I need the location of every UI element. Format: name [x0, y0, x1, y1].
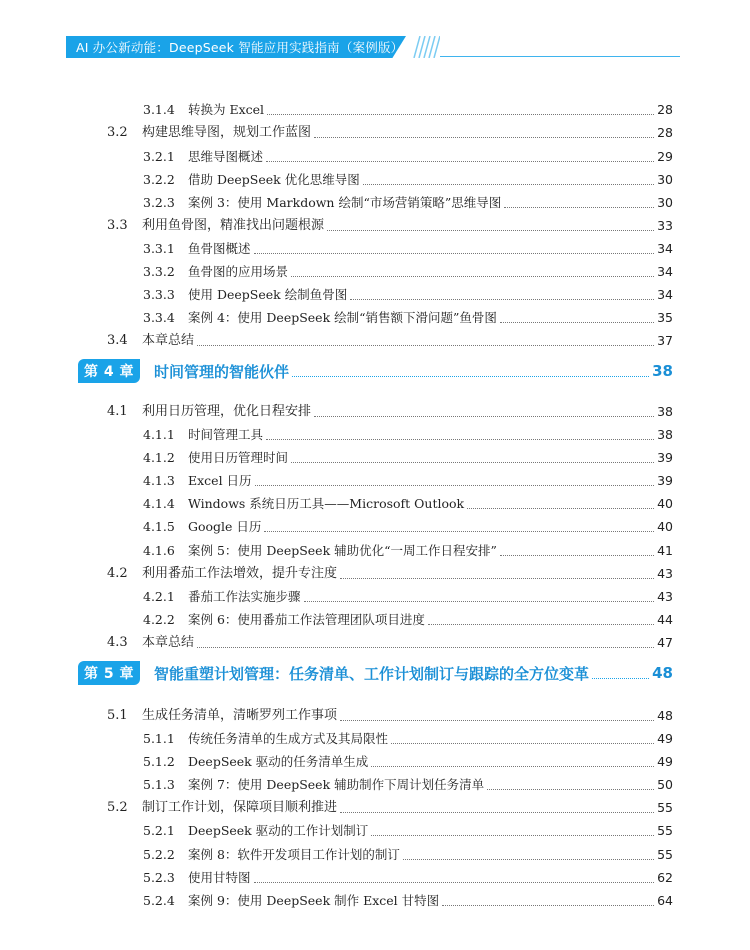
section-number: 3.2.3	[143, 195, 175, 210]
page-number: 44	[657, 612, 673, 627]
section-number: 3.4	[107, 333, 128, 348]
page-number: 49	[657, 731, 673, 746]
leader-dots	[371, 766, 654, 767]
section-title: 案例 6：使用番茄工作法管理团队项目进度	[188, 612, 425, 627]
section-number: 5.1.2	[143, 754, 175, 769]
page-number: 38	[657, 404, 673, 419]
leader-dots	[314, 137, 654, 138]
section-title: 构建思维导图，规划工作蓝图	[142, 125, 312, 140]
section-number: 3.2.1	[143, 149, 175, 164]
section-number: 4.1.3	[143, 473, 175, 488]
page-number: 38	[652, 362, 673, 380]
leader-dots	[254, 882, 655, 883]
toc-subsection	[143, 444, 673, 466]
section-title: 案例 7：使用 DeepSeek 辅助制作下周计划任务清单	[188, 777, 485, 792]
page-number: 50	[657, 777, 673, 792]
section-number: 4.1.5	[143, 519, 175, 534]
page-number: 30	[657, 195, 673, 210]
section-title: 使用甘特图	[188, 870, 251, 885]
leader-dots	[291, 462, 654, 463]
page-number: 38	[657, 427, 673, 442]
page-number: 47	[657, 635, 673, 650]
toc-subsection	[143, 583, 673, 605]
leader-dots	[197, 345, 654, 346]
section-number: 5.1.1	[143, 731, 175, 746]
toc-subsection	[143, 887, 673, 909]
section-number: 4.1.4	[143, 496, 175, 511]
toc-subsection	[143, 490, 673, 512]
toc-subsection	[143, 467, 673, 489]
section-number: 3.3.4	[143, 310, 175, 325]
section-number: 5.2.2	[143, 847, 175, 862]
leader-dots	[266, 439, 654, 440]
chapter-title: 时间管理的智能伙伴	[154, 362, 290, 381]
section-title: 本章总结	[142, 333, 195, 348]
section-title: 生成任务清单，清晰罗列工作事项	[142, 708, 338, 723]
section-title: 利用鱼骨图，精准找出问题根源	[142, 218, 325, 233]
toc-subsection	[143, 281, 673, 303]
section-number: 3.3.2	[143, 264, 175, 279]
leader-dots	[391, 743, 654, 744]
toc-section	[107, 398, 673, 420]
toc-subsection	[143, 537, 673, 559]
section-number: 3.3.3	[143, 287, 175, 302]
page-number: 35	[657, 310, 673, 325]
book-title: AI 办公新动能：DeepSeek 智能应用实践指南（案例版）	[76, 40, 404, 55]
section-title: Windows 系统日历工具——Microsoft Outlook	[188, 496, 465, 511]
page-number: 28	[657, 125, 673, 140]
section-number: 3.3.1	[143, 241, 175, 256]
leader-dots	[500, 555, 654, 556]
toc-subsection	[143, 235, 673, 257]
leader-dots	[487, 789, 654, 790]
section-title: 案例 5：使用 DeepSeek 辅助优化“一周工作日程安排”	[188, 543, 497, 558]
toc-subsection	[143, 606, 673, 628]
page-number: 62	[657, 870, 673, 885]
page-number: 43	[657, 589, 673, 604]
section-title: 制订工作计划，保障项目顺利推进	[142, 800, 338, 815]
page-number: 33	[657, 218, 673, 233]
page-number: 28	[657, 102, 673, 117]
section-title: 传统任务清单的生成方式及其局限性	[188, 731, 389, 746]
section-number: 4.1.6	[143, 543, 175, 558]
stripes-decoration	[410, 36, 440, 58]
section-number: 5.1.3	[143, 777, 175, 792]
section-title: DeepSeek 驱动的任务清单生成	[188, 754, 369, 769]
page-number: 37	[657, 333, 673, 348]
section-title: 使用日历管理时间	[188, 450, 289, 465]
section-title: 番茄工作法实施步骤	[188, 589, 301, 604]
toc-section	[107, 119, 673, 141]
toc-subsection	[143, 143, 673, 165]
toc-subsection	[143, 771, 673, 793]
leader-dots	[197, 647, 654, 648]
toc-section	[107, 560, 673, 582]
page-number: 48	[652, 664, 673, 682]
section-number: 3.2.2	[143, 172, 175, 187]
toc-subsection	[143, 421, 673, 443]
leader-dots	[267, 114, 654, 115]
section-title: 案例 4：使用 DeepSeek 绘制“销售额下滑问题”鱼骨图	[188, 310, 497, 325]
page-number: 43	[657, 566, 673, 581]
leader-dots	[314, 416, 654, 417]
leader-dots	[504, 207, 654, 208]
toc-subsection	[143, 513, 673, 535]
running-header	[0, 0, 750, 70]
section-title: 转换为 Excel	[188, 102, 265, 117]
page-number: 64	[657, 893, 673, 908]
page-number: 55	[657, 823, 673, 838]
toc-subsection	[143, 748, 673, 770]
toc-subsection	[143, 189, 673, 211]
section-number: 4.3	[107, 635, 128, 650]
section-number: 5.2	[107, 800, 128, 815]
section-number: 5.2.1	[143, 823, 175, 838]
leader-dots	[442, 905, 654, 906]
section-number: 4.2.1	[143, 589, 175, 604]
toc-section	[107, 702, 673, 724]
toc-section	[107, 629, 673, 651]
toc-subsection	[143, 864, 673, 886]
toc-chapter	[78, 358, 673, 384]
section-title: 案例 9：使用 DeepSeek 制作 Excel 甘特图	[188, 893, 440, 908]
page-number: 29	[657, 149, 673, 164]
toc-section	[107, 794, 673, 816]
page-number: 55	[657, 847, 673, 862]
leader-dots	[371, 835, 654, 836]
section-number: 5.2.3	[143, 870, 175, 885]
page-number: 48	[657, 708, 673, 723]
section-number: 3.1.4	[143, 102, 175, 117]
leader-dots	[327, 230, 654, 231]
toc-subsection	[143, 258, 673, 280]
leader-dots	[403, 859, 654, 860]
leader-dots	[467, 508, 654, 509]
toc-subsection	[143, 96, 673, 118]
leader-dots	[340, 720, 654, 721]
toc-subsection	[143, 166, 673, 188]
section-title: 时间管理工具	[188, 427, 264, 442]
section-number: 3.3	[107, 218, 128, 233]
chapter-badge: 第 4 章	[78, 359, 140, 383]
leader-dots	[592, 678, 649, 679]
page-number: 41	[657, 543, 673, 558]
section-title: 使用 DeepSeek 绘制鱼骨图	[188, 287, 348, 302]
section-title: 利用日历管理，优化日程安排	[142, 404, 312, 419]
section-title: 鱼骨图概述	[188, 241, 251, 256]
leader-dots	[340, 578, 654, 579]
section-title: 利用番茄工作法增效，提升专注度	[142, 566, 338, 581]
leader-dots	[291, 276, 654, 277]
page-number: 39	[657, 473, 673, 488]
leader-dots	[363, 184, 654, 185]
toc-subsection	[143, 841, 673, 863]
page-number: 34	[657, 264, 673, 279]
toc-section	[107, 212, 673, 234]
page-number: 30	[657, 172, 673, 187]
page-number: 34	[657, 241, 673, 256]
toc-section	[107, 327, 673, 349]
section-title: 鱼骨图的应用场景	[188, 264, 289, 279]
section-number: 5.1	[107, 708, 128, 723]
leader-dots	[255, 485, 655, 486]
toc-subsection	[143, 817, 673, 839]
leader-dots	[264, 531, 654, 532]
section-title: Google 日历	[188, 519, 262, 534]
chapter-title: 智能重塑计划管理：任务清单、工作计划制订与跟踪的全方位变革	[154, 664, 590, 683]
section-number: 4.2.2	[143, 612, 175, 627]
page-number: 34	[657, 287, 673, 302]
page-number: 49	[657, 754, 673, 769]
leader-dots	[254, 253, 655, 254]
toc-subsection	[143, 725, 673, 747]
leader-dots	[304, 601, 655, 602]
section-title: 案例 3：使用 Markdown 绘制“市场营销策略”思维导图	[188, 195, 502, 210]
chapter-badge: 第 5 章	[78, 661, 140, 685]
section-title: 借助 DeepSeek 优化思维导图	[188, 172, 360, 187]
section-number: 4.2	[107, 566, 128, 581]
section-title: 案例 8：软件开发项目工作计划的制订	[188, 847, 400, 862]
section-number: 3.2	[107, 125, 128, 140]
leader-dots	[428, 624, 654, 625]
leader-dots	[266, 161, 654, 162]
header-rule	[440, 56, 680, 57]
section-title: Excel 日历	[188, 473, 252, 488]
section-title: 思维导图概述	[188, 149, 264, 164]
toc-subsection	[143, 304, 673, 326]
page-number: 55	[657, 800, 673, 815]
page-number: 40	[657, 519, 673, 534]
page-number: 39	[657, 450, 673, 465]
section-number: 4.1	[107, 404, 128, 419]
section-number: 4.1.2	[143, 450, 175, 465]
section-title: DeepSeek 驱动的工作计划制订	[188, 823, 369, 838]
leader-dots	[500, 322, 654, 323]
leader-dots	[340, 812, 654, 813]
leader-dots	[292, 376, 649, 377]
page-number: 40	[657, 496, 673, 511]
section-title: 本章总结	[142, 635, 195, 650]
section-number: 5.2.4	[143, 893, 175, 908]
leader-dots	[350, 299, 654, 300]
toc-chapter	[78, 660, 673, 686]
section-number: 4.1.1	[143, 427, 175, 442]
